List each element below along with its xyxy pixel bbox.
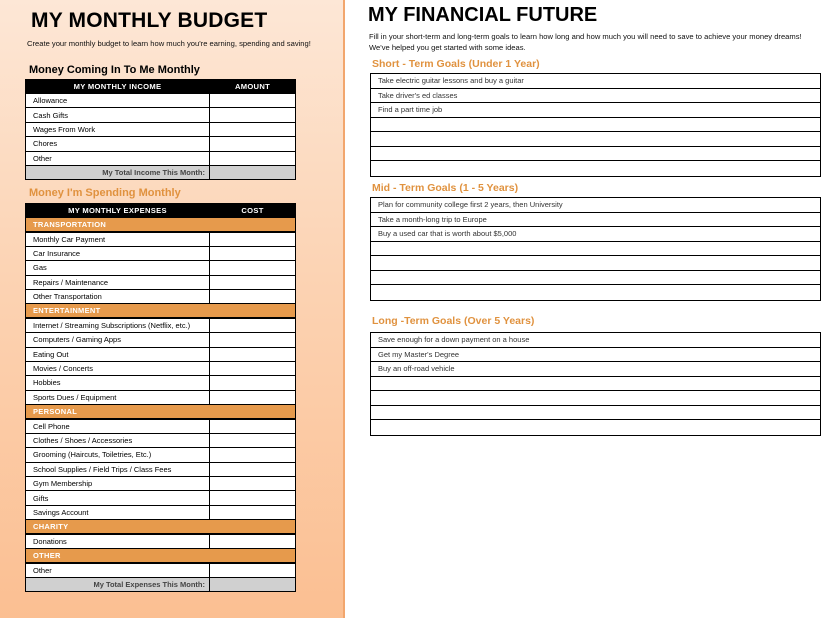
income-row — [26, 151, 296, 165]
expense-cost-cell[interactable] — [210, 275, 296, 289]
goal-row[interactable]: Save enough for a down payment on a house — [371, 333, 820, 348]
expense-row — [26, 232, 296, 246]
income-total-cell[interactable] — [210, 165, 296, 179]
income-label: Other — [26, 151, 210, 165]
expense-cost-cell[interactable] — [210, 419, 296, 433]
expense-cost-cell[interactable] — [210, 246, 296, 260]
expense-row — [26, 505, 296, 519]
income-amount-cell[interactable] — [210, 151, 296, 165]
income-label: Chores — [26, 137, 210, 151]
expense-row — [26, 246, 296, 260]
budget-title: MY MONTHLY BUDGET — [31, 9, 268, 32]
expense-cost-cell[interactable] — [210, 462, 296, 476]
income-amount-cell[interactable] — [210, 137, 296, 151]
expense-category-row — [26, 304, 296, 318]
expense-row — [26, 361, 296, 375]
expense-category-row — [26, 548, 296, 562]
expense-label: Gifts — [26, 491, 210, 505]
goal-row[interactable] — [371, 161, 820, 176]
expense-label: Computers / Gaming Apps — [26, 333, 210, 347]
income-col-header: MY MONTHLY INCOME — [26, 80, 210, 94]
expense-label: Cell Phone — [26, 419, 210, 433]
expense-label: Donations — [26, 534, 210, 548]
goal-row[interactable] — [371, 271, 820, 286]
expense-row — [26, 261, 296, 275]
income-label: Allowance — [26, 94, 210, 108]
expense-total-cell[interactable] — [210, 577, 296, 591]
expense-cost-cell[interactable] — [210, 261, 296, 275]
expense-label: Savings Account — [26, 505, 210, 519]
goal-row[interactable]: Take driver's ed classes — [371, 89, 820, 104]
goal-row[interactable] — [371, 377, 820, 392]
goal-row[interactable]: Buy a used car that is worth about $5,000 — [371, 227, 820, 242]
goal-row[interactable] — [371, 391, 820, 406]
expense-row — [26, 448, 296, 462]
expense-cost-cell[interactable] — [210, 448, 296, 462]
amount-col-header: AMOUNT — [210, 80, 296, 94]
expense-label: Sports Dues / Equipment — [26, 390, 210, 404]
expense-label: Internet / Streaming Subscriptions (Netflix, etc.) — [26, 318, 210, 332]
expense-row — [26, 433, 296, 447]
income-label: Cash Gifts — [26, 108, 210, 122]
expense-label: Repairs / Maintenance — [26, 275, 210, 289]
income-amount-cell[interactable] — [210, 122, 296, 136]
goal-row[interactable] — [371, 118, 820, 133]
expense-cost-cell[interactable] — [210, 318, 296, 332]
goal-row[interactable] — [371, 132, 820, 147]
expense-category-label: ENTERTAINMENT — [26, 304, 296, 318]
expense-total-label: My Total Expenses This Month: — [26, 577, 210, 591]
expense-cost-cell[interactable] — [210, 347, 296, 361]
income-heading: Money Coming In To Me Monthly — [29, 64, 200, 76]
long-term-heading: Long -Term Goals (Over 5 Years) — [372, 315, 535, 327]
expense-label: School Supplies / Field Trips / Class Fees — [26, 462, 210, 476]
expense-label: Gym Membership — [26, 477, 210, 491]
spending-heading: Money I'm Spending Monthly — [29, 187, 181, 199]
monthly-budget-panel — [0, 0, 343, 618]
expense-row — [26, 289, 296, 303]
expense-cost-cell[interactable] — [210, 563, 296, 577]
income-row — [26, 108, 296, 122]
income-label: Wages From Work — [26, 122, 210, 136]
expense-row — [26, 462, 296, 476]
expense-cost-cell[interactable] — [210, 534, 296, 548]
income-amount-cell[interactable] — [210, 94, 296, 108]
long-term-goals — [370, 332, 821, 436]
expense-row — [26, 563, 296, 577]
expense-cost-cell[interactable] — [210, 433, 296, 447]
income-row — [26, 137, 296, 151]
expense-table — [25, 203, 296, 592]
expense-label: Hobbies — [26, 376, 210, 390]
goal-row[interactable]: Take electric guitar lessons and buy a guitar — [371, 74, 820, 89]
expense-category-label: OTHER — [26, 548, 296, 562]
expense-label: Grooming (Haircuts, Toiletries, Etc.) — [26, 448, 210, 462]
expense-cost-cell[interactable] — [210, 505, 296, 519]
expense-category-row — [26, 520, 296, 534]
expense-row — [26, 419, 296, 433]
goal-row[interactable] — [371, 285, 820, 300]
expense-category-label: CHARITY — [26, 520, 296, 534]
mid-term-goals — [370, 197, 821, 301]
expense-cost-cell[interactable] — [210, 376, 296, 390]
expense-cost-cell[interactable] — [210, 232, 296, 246]
expense-cost-cell[interactable] — [210, 361, 296, 375]
future-title: MY FINANCIAL FUTURE — [368, 4, 598, 26]
budget-intro: Create your monthly budget to learn how much you're earning, spending and saving! — [27, 39, 311, 48]
goal-row[interactable]: Take a month-long trip to Europe — [371, 213, 820, 228]
goal-row[interactable]: Plan for community college first 2 years, then University — [371, 198, 820, 213]
goal-row[interactable] — [371, 147, 820, 162]
expense-category-label: PERSONAL — [26, 405, 296, 419]
goal-row[interactable]: Buy an off-road vehicle — [371, 362, 820, 377]
expense-row — [26, 347, 296, 361]
goal-row[interactable] — [371, 406, 820, 421]
expense-category-row — [26, 218, 296, 232]
goal-row[interactable] — [371, 256, 820, 271]
goal-row[interactable] — [371, 420, 820, 435]
goal-row[interactable] — [371, 242, 820, 257]
expense-cost-cell[interactable] — [210, 390, 296, 404]
expense-category-label: TRANSPORTATION — [26, 218, 296, 232]
expense-total-row — [26, 577, 296, 591]
short-term-heading: Short - Term Goals (Under 1 Year) — [372, 58, 540, 70]
expense-label: Other Transportation — [26, 289, 210, 303]
expense-row — [26, 333, 296, 347]
expense-cost-cell[interactable] — [210, 289, 296, 303]
income-row — [26, 94, 296, 108]
expense-row — [26, 376, 296, 390]
goal-row[interactable]: Find a part time job — [371, 103, 820, 118]
expense-label: Eating Out — [26, 347, 210, 361]
income-row — [26, 122, 296, 136]
mid-term-heading: Mid - Term Goals (1 - 5 Years) — [372, 182, 519, 194]
expense-cost-cell[interactable] — [210, 477, 296, 491]
expense-row — [26, 477, 296, 491]
expense-label: Clothes / Shoes / Accessories — [26, 433, 210, 447]
expense-row — [26, 318, 296, 332]
panel-divider — [343, 0, 345, 618]
expense-category-row — [26, 405, 296, 419]
income-total-row — [26, 165, 296, 179]
expense-label: Other — [26, 563, 210, 577]
expense-label: Movies / Concerts — [26, 361, 210, 375]
expense-row — [26, 390, 296, 404]
income-table — [25, 79, 296, 180]
future-intro: Fill in your short-term and long-term goals to learn how long and how much you will need to save to achieve your money dreams! We've helped you get started with some ideas. — [369, 32, 802, 52]
expense-row — [26, 491, 296, 505]
income-total-label: My Total Income This Month: — [26, 165, 210, 179]
expense-label: Car Insurance — [26, 246, 210, 260]
income-amount-cell[interactable] — [210, 108, 296, 122]
short-term-goals — [370, 73, 821, 177]
expenses-col-header: MY MONTHLY EXPENSES — [26, 204, 210, 218]
expense-label: Monthly Car Payment — [26, 232, 210, 246]
expense-cost-cell[interactable] — [210, 333, 296, 347]
cost-col-header: COST — [210, 204, 296, 218]
expense-row — [26, 534, 296, 548]
goal-row[interactable]: Get my Master's Degree — [371, 348, 820, 363]
expense-cost-cell[interactable] — [210, 491, 296, 505]
expense-label: Gas — [26, 261, 210, 275]
expense-row — [26, 275, 296, 289]
